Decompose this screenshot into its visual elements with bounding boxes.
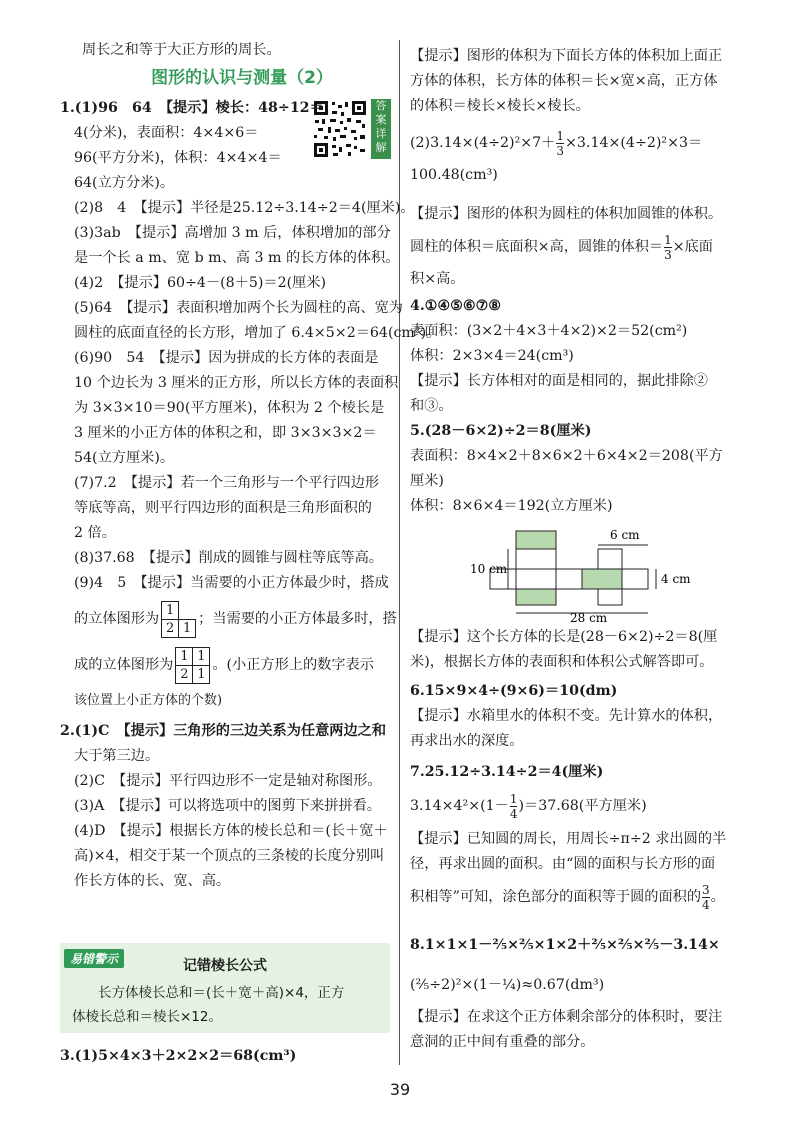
label-6cm: 6 cm (610, 528, 640, 542)
continuation-line: 周长之和等于大正方形的周长。 (82, 42, 281, 58)
min-cube-grid: 1 2 1 (161, 601, 196, 638)
net-face (598, 589, 622, 605)
page-number: 39 (389, 1080, 411, 1099)
answer-1-9: (9)4 5 【提示】当需要的小正方体最少时，搭成 的立体图形为 1 2 1 ；当需要的小正方体最多时，搭 成的立体图形为 1 1 2 1 。(小正方形上的数字表示 该位置上小正方体的个数) (74, 575, 397, 708)
label-4cm: 4 cm (661, 572, 691, 586)
answer-3-1: 3.(1)5×4×3＋2×2×2＝68(cm³) (60, 1048, 297, 1064)
answer-4: 4.①④⑤⑥⑦⑧ 表面积：(3×2＋4×3＋4×2)×2＝52(cm²) 体积：2×3×4＝24(cm³) 【提示】长方体相对的面是相同的，据此排除② 和③。 (410, 298, 708, 414)
section-title: 图形的认识与测量（2） (151, 68, 333, 88)
net-face (516, 531, 556, 549)
net-face (516, 589, 556, 605)
answer-2-2: (2)C 【提示】平行四边形不一定是轴对称图形。 (74, 773, 382, 789)
label-10cm: 10 cm (470, 562, 508, 576)
hint-3-2: 【提示】图形的体积为圆柱的体积加圆锥的体积。 圆柱的体积＝底面积×高，圆锥的体积＝ $\frac{1}{3}$ ×底面 积×高。 (410, 206, 723, 287)
answer-1-3: (3)3ab 【提示】高增加 3 m 后，体积增加的部分 是一个长 a m、宽 b m、高 3 m 的长方体的体积。 (74, 225, 400, 266)
answer-1-2: (2)8 4 【提示】半径是25.12÷3.14÷2＝4(厘米)。 (74, 200, 415, 216)
error-warning-box (60, 943, 390, 1033)
answers-right: 【提示】图形的体积为下面长方体的体积加上面正 方体的体积，长方体的体积＝长×宽×高，正方体 的体积＝棱长×棱长×棱长。 (2)3.14×(4÷2)²×7＋ $\frac{1}{3}$ ×3.14×(4÷2)²×3＝ 100.48(cm³) 【提示】图形的体积为圆柱的体积加圆锥的体积。 圆柱的体积＝底面积×高，圆锥的体积＝ $\frac{1}{3}$ ×底面 积×高。 4.①④⑤⑥⑦⑧ 表面积：(3×2＋4×3＋4×2)×2＝52(cm²) 体积：2×3×4＝24(cm³) 【提示】长方体相对的面是相同的，据此排除② 和③。 5.(28－6×2)÷2＝8(厘米) 表面积：8×4×2＋8×6×2＋6×4×2＝208(平方 厘米) 体积：8×6×4＝192(立方厘米) 10 cm 6 cm 4 cm 28 cm 【提示】这个长方体的长是(28－6×2)÷2＝8(厘 米)，根据长方体的表面积和体积公式解答即可。 6.15×9×4÷(9×6)＝10(dm) 【提示】水箱里水的体积不变。先计算水的体积， 再求出水的深度。 7.25.12÷3.14÷2＝4(厘米) 3.14×4²×(1－ $\frac{1}{4}$ )＝37.68(平方厘米) 【提示】已知圆的周长，用周长÷π÷2 求出圆的半 径，再求出圆的面积。由“圆的面积与长方形的面 积相等”可知，涂色部分的面积等于圆的面积的 $\frac{3}{4}$ 。 8.1×1×1－⅖×⅖×1×2＋⅖×⅖×⅖－3.14× (⅖÷2)²×(1－¼)≈0.67(dm³) 【提示】在求这个正方体剩余部分的体积时，要注 意洞的正中间有重叠的部分。 (410, 44, 745, 1055)
cuboid-net-figure (470, 523, 715, 623)
answer-1-8: (8)37.68 【提示】削成的圆锥与圆柱等底等高。 (74, 550, 383, 566)
answer-1-5: (5)64 【提示】表面积增加两个长为圆柱的高、宽为 圆柱的底面直径的长方形，增加了 6.4×5×2＝64(cm²)。 (74, 300, 441, 341)
answer-3-2: (2)3.14×(4÷2)²×7＋ $\frac{1}{3}$ ×3.14×(4÷2)²×3＝ (410, 128, 703, 158)
answer-1-6: (6)90 54 【提示】因为拼成的长方体的表面是 10 个边长为 3 厘米的正方形，所以长方体的表面积 为 3×3×10＝90(平方厘米)，体积为 2 个棱长是 3 厘米的小正方体的体积之和，即 3×3×3×2＝ 54(立方厘米)。 (74, 350, 399, 466)
fraction: $\frac{1}{3}$ (556, 128, 565, 158)
fraction: $\frac{3}{4}$ (702, 882, 710, 912)
answer-1-7: (7)7.2 【提示】若一个三角形与一个平行四边形 等底等高，则平行四边形的面积是三角形面积的 2 倍。 (74, 475, 380, 541)
fraction: $\frac{1}{3}$ (664, 232, 672, 262)
answer-2-1: 2.(1)C 【提示】三角形的三边关系为任意两边之和 大于第三边。 (60, 723, 387, 764)
answer-6: 6.15×9×4÷(9×6)＝10(dm) 【提示】水箱里水的体积不变。先计算水的体积， 再求出水的深度。 (410, 683, 723, 749)
answer-5: 5.(28－6×2)÷2＝8(厘米) 表面积：8×4×2＋8×6×2＋6×4×2＝208(平方 厘米) 体积：8×6×4＝192(立方厘米) (410, 423, 723, 514)
answer-7: 7.25.12÷3.14÷2＝4(厘米) 3.14×4²×(1－ $\frac{1}{4}$ )＝37.68(平方厘米) 【提示】已知圆的周长，用周长÷π÷2 求出圆的半 径，再求出圆的面积。由“圆的面积与长方形的面 积相等”可知，涂色部分的面积等于圆的面积的 $\frac{3}{4}$ 。 (410, 764, 727, 912)
warning-badge: 易错警示 (64, 949, 124, 968)
net-face (516, 569, 556, 589)
column-divider (399, 40, 400, 1065)
qr-label: 答案详解 (371, 99, 391, 159)
net-face (556, 569, 582, 589)
answer-8: 8.1×1×1－⅖×⅖×1×2＋⅖×⅖×⅖－3.14× (⅖÷2)²×(1－¼)≈0.67(dm³) 【提示】在求这个正方体剩余部分的体积时，要注 意洞的正中间有重叠的部分。 (410, 937, 723, 1050)
answer-2-3: (3)A 【提示】可以将选项中的图剪下来拼拼看。 (74, 798, 381, 814)
net-face (622, 569, 648, 589)
answer-1-1: 1.(1)96 64 【提示】棱长：48÷12＝ 4(分米)，表面积：4×4×6＝ 96(平方分米)，体积：4×4×4＝ 64(立方分米)。 (60, 100, 324, 191)
net-face (582, 569, 622, 589)
answer-2-4: (4)D 【提示】根据长方体的棱长总和＝(长＋宽＋ 高)×4，相交于某一个顶点的三条棱的长度分别叫 作长方体的长、宽、高。 (74, 823, 388, 889)
net-face (516, 549, 556, 569)
net-face (598, 549, 622, 569)
warning-body: 长方体棱长总和＝(长＋宽＋高)×4，正方 体棱长总和＝棱长×12。 (72, 985, 345, 1025)
answers-left (60, 96, 441, 894)
max-cube-grid: 1 1 2 1 (175, 647, 210, 684)
fraction: $\frac{1}{4}$ (509, 791, 518, 821)
answer-1-4: (4)2 【提示】60÷4－(8＋5)＝2(厘米) (74, 275, 327, 291)
hint-3-1: 【提示】图形的体积为下面长方体的体积加上面正 方体的体积，长方体的体积＝长×宽×高，正方体 的体积＝棱长×棱长×棱长。 (410, 48, 723, 114)
label-28cm: 28 cm (570, 611, 608, 623)
hint-5: 【提示】这个长方体的长是(28－6×2)÷2＝8(厘 米)，根据长方体的表面积和体积公式解答即可。 (410, 629, 718, 670)
warning-title: 记错棱长公式 (183, 958, 267, 974)
